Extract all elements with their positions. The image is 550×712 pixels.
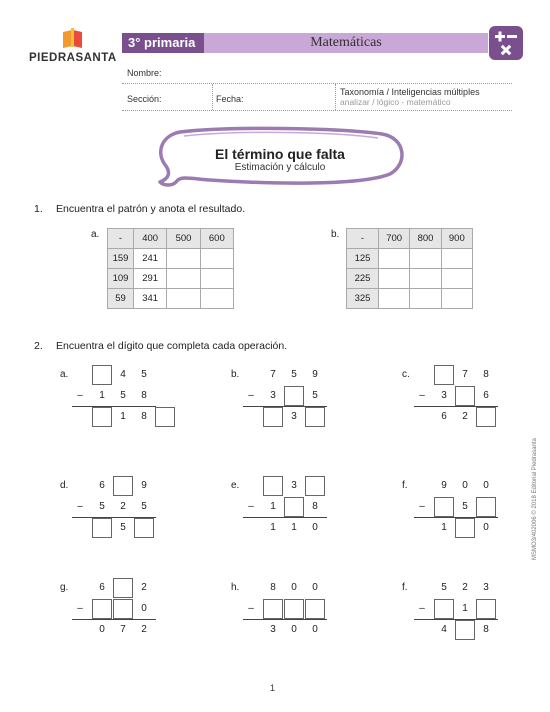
digit: 2 [462,582,468,593]
table-cell: 159 [108,249,134,269]
exercise-1-number: 1. [34,203,43,215]
minus-sign: – [248,390,254,401]
minus-sign: – [77,390,83,401]
digit: 5 [120,522,126,533]
digit-blank-box[interactable] [284,386,304,406]
digit-blank-box[interactable] [434,365,454,385]
digit-blank-box[interactable] [134,518,154,538]
table-cell: 59 [108,289,134,309]
digit: 5 [291,369,297,380]
digit: 9 [312,369,318,380]
digit-blank-box[interactable] [284,599,304,619]
digit-blank-box[interactable] [476,407,496,427]
table-cell: 241 [134,249,167,269]
digit: 5 [312,390,318,401]
divider [335,84,336,110]
digit: 0 [141,603,147,614]
plus-minus-times-icon [489,26,523,60]
digit: 8 [141,411,147,422]
table-cell: 700 [379,229,410,249]
digit: 1 [270,522,276,533]
digit: 0 [291,624,297,635]
digit-blank-box[interactable] [92,599,112,619]
minus-sign: – [77,603,83,614]
minus-sign: – [248,603,254,614]
digit: 1 [270,501,276,512]
table-cell: 225 [347,269,379,289]
digit: 3 [291,411,297,422]
answer-cell[interactable] [379,269,410,289]
answer-cell[interactable] [441,289,472,309]
problem-label: g. [60,582,69,593]
grade-label: 3° primaria [128,35,196,50]
digit: 0 [312,522,318,533]
problem-label: c. [402,369,410,380]
digit: 5 [99,501,105,512]
pattern-table-b [346,228,473,309]
problem-label: h. [231,582,240,593]
sum-rule-line [243,406,327,407]
taxonomia-label: Taxonomía / Inteligencias múltiples [340,87,480,97]
exercise-1-instruction: Encuentra el patrón y anota el resultado. [56,203,246,215]
digit: 5 [141,501,147,512]
digit: 0 [99,624,105,635]
digit-blank-box[interactable] [113,578,133,598]
table-cell: 600 [200,229,233,249]
digit: 3 [270,390,276,401]
answer-cell[interactable] [167,269,200,289]
table-a-label: a. [91,229,100,240]
sum-rule-line [243,619,327,620]
digit: 1 [99,390,105,401]
seccion-label: Sección: [127,94,162,104]
divider [212,84,213,110]
grade-bar [122,33,204,53]
digit: 8 [483,369,489,380]
answer-cell[interactable] [379,249,410,269]
digit-blank-box[interactable] [476,599,496,619]
table-cell: 325 [347,289,379,309]
exercise-2-instruction: Encuentra el dígito que completa cada operación. [56,340,288,352]
answer-cell[interactable] [410,289,441,309]
nombre-label: Nombre: [127,68,162,78]
sum-rule-line [414,517,498,518]
digit: 5 [441,582,447,593]
digit-blank-box[interactable] [455,620,475,640]
sum-rule-line [414,406,498,407]
digit-blank-box[interactable] [455,386,475,406]
digit: 8 [141,390,147,401]
minus-sign: – [419,390,425,401]
table-cell: 500 [167,229,200,249]
digit: 4 [120,369,126,380]
digit-blank-box[interactable] [305,407,325,427]
answer-cell[interactable] [200,269,233,289]
digit-blank-box[interactable] [455,518,475,538]
digit: 0 [483,522,489,533]
problem-label: d. [60,480,69,491]
subject-bar: Matemáticas [204,33,488,53]
answer-cell[interactable] [167,289,200,309]
table-cell: 800 [410,229,441,249]
digit: 5 [141,369,147,380]
digit: 0 [312,582,318,593]
pattern-table-a [107,228,234,309]
problem-label: e. [231,480,240,491]
taxonomia-value: analizar / lógico - matemático [340,97,451,107]
digit-blank-box[interactable] [434,599,454,619]
digit: 8 [312,501,318,512]
answer-cell[interactable] [441,249,472,269]
problem-label: a. [60,369,69,380]
page-title: El término que falta [215,146,345,162]
table-cell: 109 [108,269,134,289]
answer-cell[interactable] [441,269,472,289]
answer-cell[interactable] [410,249,441,269]
digit: 7 [120,624,126,635]
digit-blank-box[interactable] [155,407,175,427]
digit: 2 [120,501,126,512]
digit: 1 [441,522,447,533]
sum-rule-line [72,619,156,620]
sum-rule-line [72,517,156,518]
digit: 8 [270,582,276,593]
table-cell: 291 [134,269,167,289]
table-cell: 341 [134,289,167,309]
digit: 1 [291,522,297,533]
answer-cell[interactable] [167,249,200,269]
minus-sign: – [77,501,83,512]
page-number: 1 [270,683,276,693]
table-cell: 125 [347,249,379,269]
digit-blank-box[interactable] [434,497,454,517]
book-logo-icon [62,28,84,48]
minus-sign: – [419,501,425,512]
minus-sign: – [248,501,254,512]
answer-cell[interactable] [200,249,233,269]
digit: 9 [141,480,147,491]
digit-blank-box[interactable] [476,497,496,517]
digit: 1 [462,603,468,614]
digit: 8 [483,624,489,635]
digit: 2 [462,411,468,422]
answer-cell[interactable] [200,289,233,309]
digit: 5 [120,390,126,401]
table-cell: 900 [441,229,472,249]
digit: 2 [141,624,147,635]
table-cell: - [108,229,134,249]
digit-blank-box[interactable] [305,599,325,619]
digit: 3 [441,390,447,401]
sum-rule-line [414,619,498,620]
digit: 3 [291,480,297,491]
problem-label: f. [402,582,408,593]
fecha-label: Fecha: [216,94,244,104]
copyright-code: MSMO3/402006 © 2018 Editorial Piedrasanta [532,438,538,560]
answer-cell[interactable] [410,269,441,289]
sum-rule-line [243,517,327,518]
digit: 7 [462,369,468,380]
table-cell: 400 [134,229,167,249]
digit: 6 [441,411,447,422]
answer-cell[interactable] [379,289,410,309]
digit: 5 [462,501,468,512]
digit: 3 [483,582,489,593]
digit: 0 [291,582,297,593]
digit: 1 [120,411,126,422]
digit-blank-box[interactable] [263,476,283,496]
digit-blank-box[interactable] [113,599,133,619]
problem-label: f. [402,480,408,491]
digit: 0 [462,480,468,491]
digit-blank-box[interactable] [263,407,283,427]
digit-blank-box[interactable] [284,497,304,517]
digit-blank-box[interactable] [263,599,283,619]
digit: 3 [270,624,276,635]
exercise-2-number: 2. [34,340,43,352]
digit-blank-box[interactable] [92,518,112,538]
digit: 2 [141,582,147,593]
digit: 9 [441,480,447,491]
nombre-line [122,83,512,84]
digit: 6 [483,390,489,401]
table-b-label: b. [331,229,340,240]
digit: 0 [312,624,318,635]
minus-sign: – [419,603,425,614]
digit-blank-box[interactable] [305,476,325,496]
seccion-line [122,110,512,111]
brand-logo-text: PIEDRASANTA [29,52,117,64]
digit: 6 [99,582,105,593]
digit-blank-box[interactable] [92,365,112,385]
digit: 4 [441,624,447,635]
digit: 0 [483,480,489,491]
digit-blank-box[interactable] [92,407,112,427]
digit: 7 [270,369,276,380]
page-subtitle: Estimación y cálculo [234,162,326,173]
digit: 6 [99,480,105,491]
digit-blank-box[interactable] [113,476,133,496]
problem-label: b. [231,369,240,380]
sum-rule-line [72,406,156,407]
table-cell: - [347,229,379,249]
